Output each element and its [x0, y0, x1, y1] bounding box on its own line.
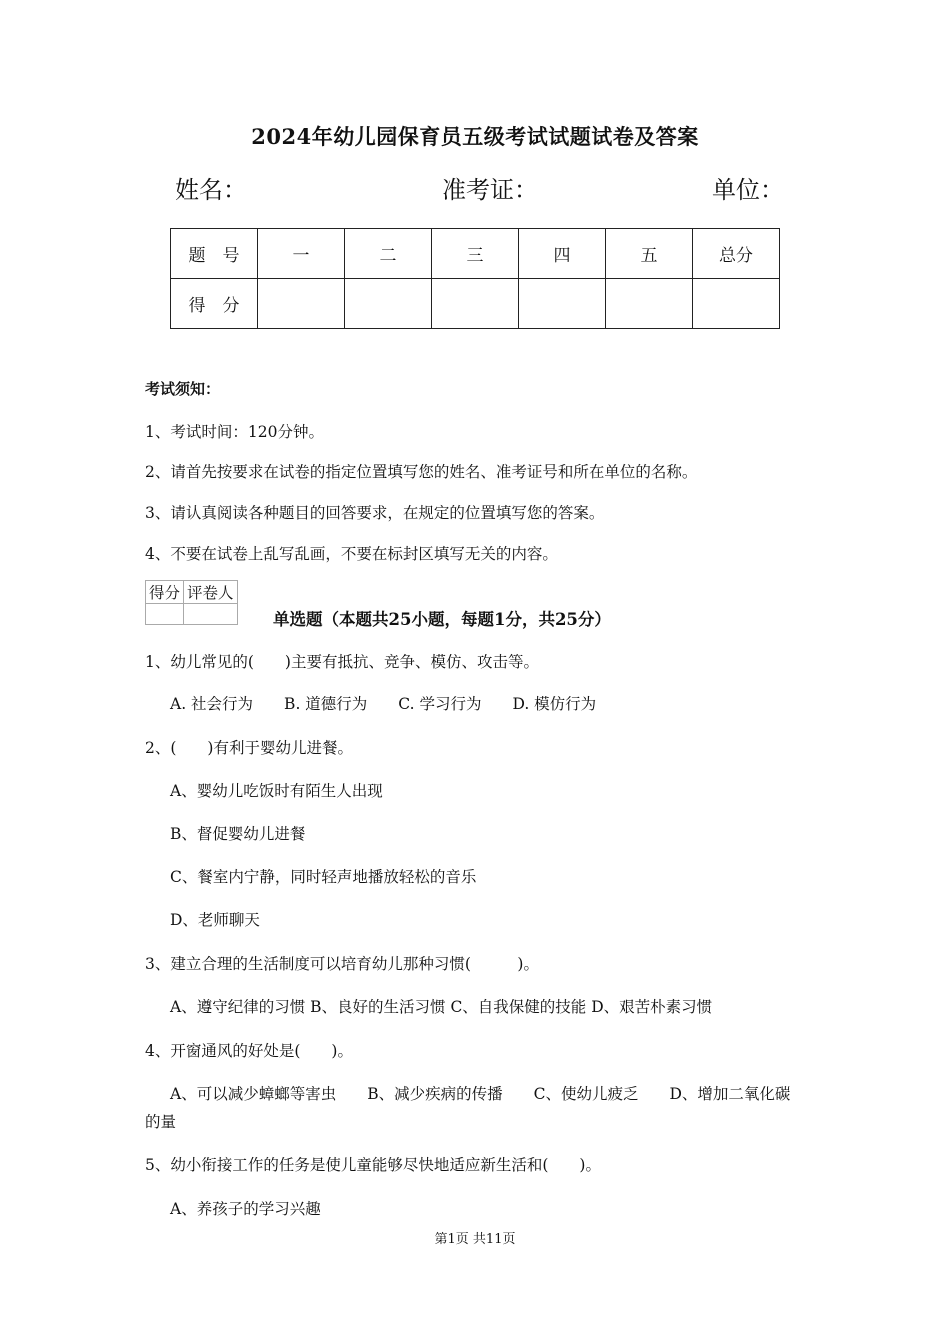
question-4-options-cont: 的量 [145, 1113, 177, 1131]
notice-item: 2、请首先按要求在试卷的指定位置填写您的姓名、准考证号和所在单位的名称。 [145, 463, 698, 481]
question-3: 3、建立合理的生活制度可以培育幼儿那种习惯( )。 [145, 955, 539, 973]
name-label: 姓名： [175, 176, 247, 204]
notice-item: 4、不要在试卷上乱写乱画，不要在标封区填写无关的内容。 [145, 545, 558, 563]
grader-reviewer-label: 评卷人 [184, 581, 238, 604]
score-header-cell: 题 号 [171, 229, 258, 279]
section-title: 单选题（本题共25小题，每题1分，共25分） [273, 610, 611, 629]
score-row-label: 得 分 [171, 279, 258, 329]
notice-item: 3、请认真阅读各种题目的回答要求，在规定的位置填写您的答案。 [145, 504, 605, 522]
question-4-options: A、可以减少蟑螂等害虫 B、减少疾病的传播 C、使幼儿疲乏 D、增加二氧化碳 [170, 1085, 791, 1103]
score-header-cell: 一 [258, 229, 345, 279]
score-header-cell: 二 [345, 229, 432, 279]
score-header-cell: 三 [432, 229, 519, 279]
score-header-cell: 五 [606, 229, 693, 279]
score-table [170, 228, 780, 329]
exam-number-label: 准考证： [442, 176, 538, 204]
question-2-option-a: A、婴幼儿吃饭时有陌生人出现 [170, 782, 383, 800]
question-2-option-b: B、督促婴幼儿进餐 [170, 825, 306, 843]
score-header-cell: 总分 [693, 229, 780, 279]
question-4: 4、开窗通风的好处是( )。 [145, 1042, 353, 1060]
score-table-header-row [171, 229, 780, 279]
grader-score-label: 得分 [146, 581, 184, 604]
score-cell[interactable] [258, 279, 345, 329]
question-5: 5、幼小衔接工作的任务是使儿童能够尽快地适应新生活和( )。 [145, 1156, 601, 1174]
grader-score-cell[interactable] [146, 604, 184, 625]
question-2-option-d: D、老师聊天 [170, 911, 260, 929]
question-3-options: A、遵守纪律的习惯 B、良好的生活习惯 C、自我保健的技能 D、艰苦朴素习惯 [170, 998, 713, 1016]
question-5-option-a: A、养孩子的学习兴趣 [170, 1200, 321, 1218]
score-table-score-row [171, 279, 780, 329]
question-2: 2、( )有利于婴幼儿进餐。 [145, 739, 353, 757]
score-cell[interactable] [519, 279, 606, 329]
notice-heading: 考试须知： [145, 380, 221, 398]
question-1: 1、幼儿常见的( )主要有抵抗、竞争、模仿、攻击等。 [145, 653, 539, 671]
unit-label: 单位： [712, 176, 784, 204]
grader-box [145, 580, 238, 625]
score-cell[interactable] [693, 279, 780, 329]
score-header-cell: 四 [519, 229, 606, 279]
page-title: 2024年幼儿园保育员五级考试试题试卷及答案 [251, 124, 699, 149]
question-1-options: A. 社会行为 B. 道德行为 C. 学习行为 D. 模仿行为 [170, 695, 597, 713]
score-cell[interactable] [345, 279, 432, 329]
grader-reviewer-cell[interactable] [184, 604, 238, 625]
notice-item: 1、考试时间：120分钟。 [145, 423, 324, 441]
page-footer: 第1页 共11页 [434, 1232, 516, 1247]
score-cell[interactable] [432, 279, 519, 329]
score-cell[interactable] [606, 279, 693, 329]
question-2-option-c: C、餐室内宁静，同时轻声地播放轻松的音乐 [170, 868, 477, 886]
